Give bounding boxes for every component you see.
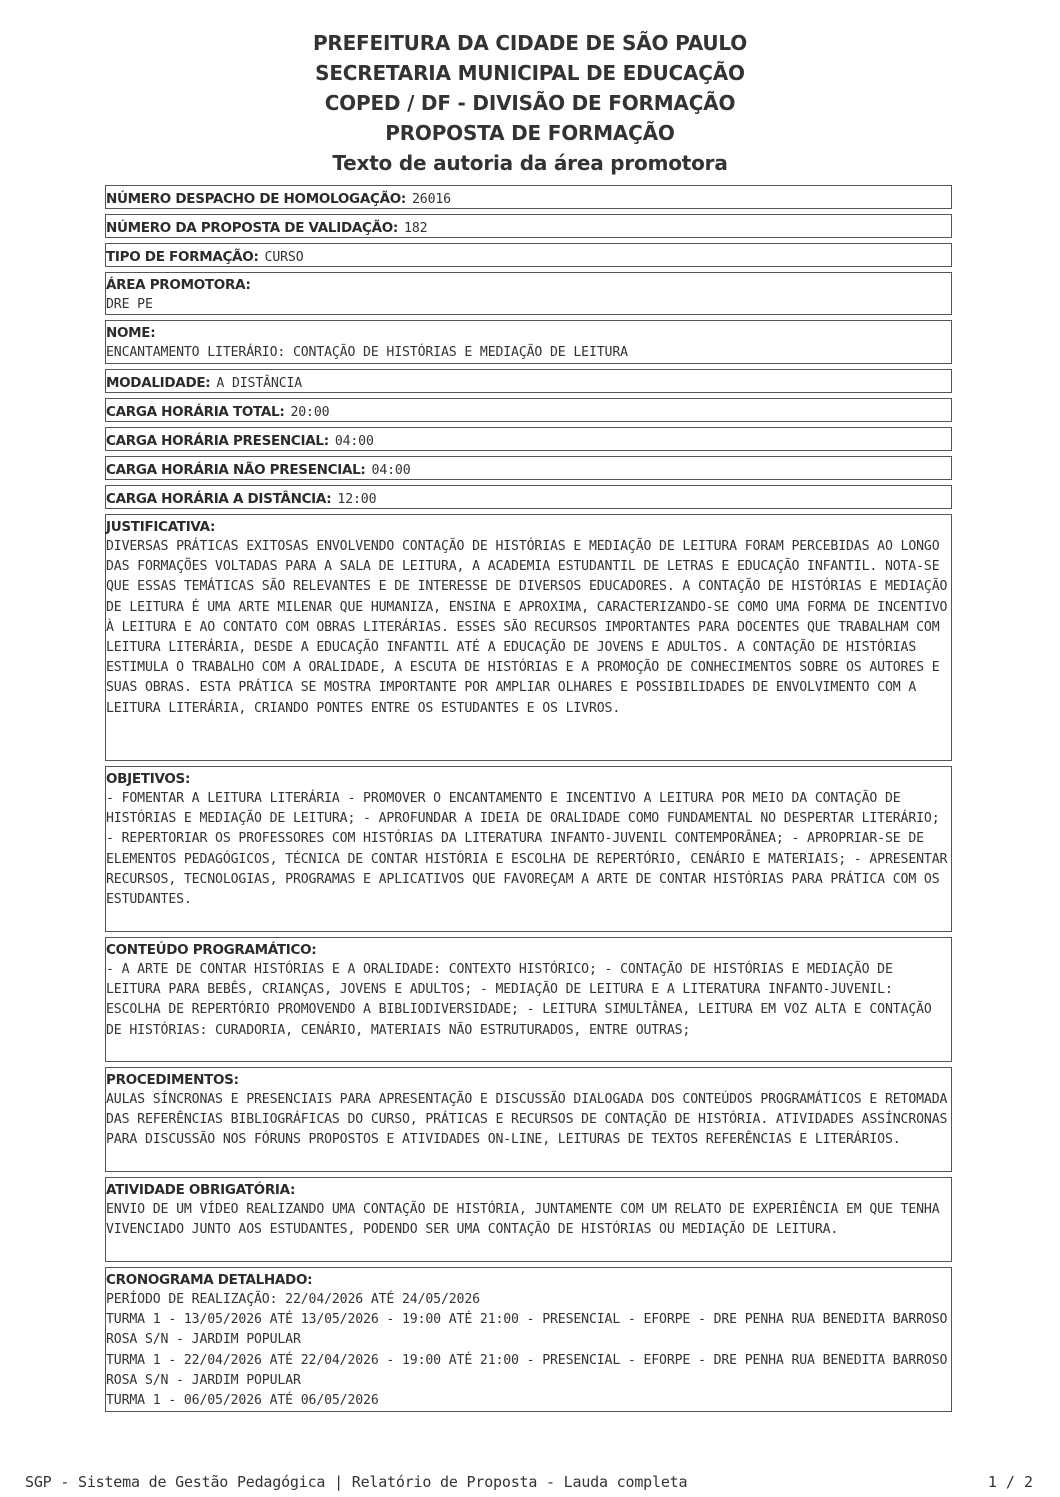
header-proposta-titulo: PROPOSTA DE FORMAÇÃO	[385, 121, 675, 145]
field-value: - A ARTE DE CONTAR HISTÓRIAS E A ORALIDADE: CONTEXTO HISTÓRICO; - CONTAÇÃO DE HISTÓRIAS E MEDIAÇÃO DE LEITURA PARA BEBÊS, CRIANÇAS, JOVENS E ADULTOS; - MEDIAÇÃO DE LEITURA E A LITERATURA INFANTO-JUVENIL: ESCOLHA DE REPERTÓRIO PROMOVENDO A BIBLIODIVERSIDADE; - LEITURA SIMULTÂNEA, LEITURA EM VOZ ALTA E CONTAÇÃO DE HISTÓRIAS: CURADORIA, CENÁRIO, MATERIAIS NÃO ESTRUTURADOS, ENTRE OUTRAS;	[106, 962, 940, 1038]
field-label: NÚMERO DESPACHO DE HOMOLOGAÇÃO:	[106, 191, 406, 207]
field-label: CONTEÚDO PROGRAMÁTICO:	[106, 942, 317, 958]
field-label: MODALIDADE:	[106, 375, 211, 391]
field-value: ENCANTAMENTO LITERÁRIO: CONTAÇÃO DE HISTÓRIAS E MEDIAÇÃO DE LEITURA	[106, 345, 628, 360]
footer-system-name: SGP - Sistema de Gestão Pedagógica | Relatório de Proposta - Lauda completa	[25, 1473, 688, 1491]
header-autoria: Texto de autoria da área promotora	[332, 151, 728, 175]
field-value: 04:00	[371, 463, 411, 478]
field-carga-presencial	[105, 427, 952, 451]
field-label: NÚMERO DA PROPOSTA DE VALIDAÇÃO:	[106, 220, 399, 236]
header-secretaria: SECRETARIA MUNICIPAL DE EDUCAÇÃO	[315, 61, 745, 85]
field-label: JUSTIFICATIVA:	[106, 519, 216, 535]
cronograma-line: TURMA 1 - 22/04/2026 ATÉ 22/04/2026 - 19:00 ATÉ 21:00 - PRESENCIAL - EFORPE - DRE PENHA RUA BENEDITA BARROSO ROSA S/N - JARDIM POPULAR	[106, 1352, 956, 1388]
field-value: A DISTÂNCIA	[216, 376, 303, 391]
cronograma-line: TURMA 1 - 06/05/2026 ATÉ 06/05/2026	[106, 1393, 379, 1409]
document-header	[0, 28, 1060, 178]
cronograma-line: PERÍODO DE REALIZAÇÃO: 22/04/2026 ATÉ 24/05/2026	[106, 1292, 480, 1307]
field-value: DRE PE	[106, 297, 153, 312]
field-conteudo-programatico	[105, 937, 952, 1062]
field-nome	[105, 320, 952, 364]
field-atividade-obrigatoria	[105, 1177, 952, 1262]
field-label: ÁREA PROMOTORA:	[106, 277, 251, 293]
field-value: ENVIO DE UM VÍDEO REALIZANDO UMA CONTAÇÃO DE HISTÓRIA, JUNTAMENTE COM UM RELATO DE EXPERIÊNCIA EM QUE TENHA VIVENCIADO JUNTO AOS ESTUDANTES, PODENDO SER UMA CONTAÇÃO DE HISTÓRIAS OU MEDIAÇÃO DE LEITURA.	[106, 1202, 948, 1238]
field-despacho	[105, 185, 952, 209]
field-label: CARGA HORÁRIA PRESENCIAL:	[106, 433, 329, 449]
field-area-promotora	[105, 272, 952, 315]
field-tipo-formacao	[105, 243, 952, 267]
field-value: CURSO	[264, 250, 304, 265]
form-fields	[105, 185, 956, 1417]
field-label: CRONOGRAMA DETALHADO:	[106, 1272, 313, 1288]
field-label: CARGA HORÁRIA NÃO PRESENCIAL:	[106, 462, 366, 478]
field-carga-total	[105, 398, 952, 422]
field-value: 12:00	[337, 492, 377, 507]
field-value: 182	[404, 221, 428, 236]
header-prefeitura: PREFEITURA DA CIDADE DE SÃO PAULO	[312, 31, 748, 55]
field-label: OBJETIVOS:	[106, 771, 191, 787]
field-label: NOME:	[106, 325, 156, 341]
field-objetivos	[105, 766, 956, 932]
page-number: 1 / 2	[987, 1473, 1033, 1491]
field-value: - FOMENTAR A LEITURA LITERÁRIA - PROMOVER O ENCANTAMENTO E INCENTIVO A LEITURA POR MEIO DA CONTAÇÃO DE HISTÓRIAS E MEDIAÇÃO DE LEITURA; - APROFUNDAR A IDEIA DE ORALIDADE COMO FUNDAMENTAL NO DESPERTAR LITERÁRIO; - REPERTORIAR OS PROFESSORES COM HISTÓRIAS DA LITERATURA INFANTO-JUVENIL CONTEMPORÂNEA; - APROPRIAR-SE DE ELEMENTOS PEDAGÓGICOS, TÉCNICA DE CONTAR HISTÓRIA E ESCOLHA DE REPERTÓRIO, CENÁRIO E MATERIAIS; - APRESENTAR RECURSOS, TECNOLOGIAS, PROGRAMAS E APLICATIVOS QUE FAVOREÇAM A ARTE DE CONTAR HISTÓRIAS PARA PRÁTICA COM OS ESTUDANTES.	[106, 791, 956, 908]
field-carga-nao-presencial	[105, 456, 952, 480]
field-carga-distancia	[105, 485, 952, 509]
field-value: 04:00	[334, 434, 374, 449]
field-cronograma	[105, 1267, 956, 1412]
field-procedimentos	[105, 1067, 956, 1172]
field-value: 20:00	[290, 405, 330, 420]
field-value: DIVERSAS PRÁTICAS EXITOSAS ENVOLVENDO CONTAÇÃO DE HISTÓRIAS E MEDIAÇÃO DE LEITURA FORAM PERCEBIDAS AO LONGO DAS FORMAÇÕES VOLTADAS PARA A SALA DE LEITURA, A ACADEMIA ESTUDANTIL DE LETRAS E EDUCAÇÃO INFANTIL. NOTA-SE QUE ESSAS TEMÁTICAS SÃO RELEVANTES E DE INTERESSE DE DIVERSOS EDUCADORES. A CONTAÇÃO DE HISTÓRIAS E MEDIAÇÃO DE LEITURA É UMA ARTE MILENAR QUE HUMANIZA, ENSINA E APROXIMA, CARACTERIZANDO-SE COMO UMA FORMA DE INCENTIVO À LEITURA E AO CONTATO COM OBRAS LITERÁRIAS. ESSES SÃO RECURSOS IMPORTANTES PARA DOCENTES QUE TRABALHAM COM LEITURA LITERÁRIA, DESDE A EDUCAÇÃO INFANTIL ATÉ A EDUCAÇÃO DE JOVENS E ADULTOS. A CONTAÇÃO DE HISTÓRIAS ESTIMULA O TRABALHO COM A ORALIDADE, A ESCUTA DE HISTÓRIAS E A PROMOÇÃO DE CONHECIMENTOS SOBRE OS AUTORES E SUAS OBRAS. ESTA PRÁTICA SE MOSTRA IMPORTANTE POR AMPLIAR OLHARES E POSSIBILIDADES DE ENVOLVIMENTO COM A LEITURA LITERÁRIA, CRIANDO PONTES ENTRE OS ESTUDANTES E OS LIVROS.	[106, 539, 956, 716]
field-label: ATIVIDADE OBRIGATÓRIA:	[106, 1182, 296, 1198]
header-divisao: COPED / DF - DIVISÃO DE FORMAÇÃO	[324, 91, 736, 115]
field-proposta-validacao	[105, 214, 952, 238]
field-modalidade	[105, 369, 952, 393]
field-label: PROCEDIMENTOS:	[106, 1072, 239, 1088]
field-value: 26016	[412, 192, 451, 207]
page-footer	[25, 1473, 1033, 1495]
field-justificativa	[105, 514, 956, 761]
cronograma-line: TURMA 1 - 13/05/2026 ATÉ 13/05/2026 - 19:00 ATÉ 21:00 - PRESENCIAL - EFORPE - DRE PENHA RUA BENEDITA BARROSO ROSA S/N - JARDIM POPULAR	[106, 1312, 956, 1348]
field-label: CARGA HORÁRIA A DISTÂNCIA:	[106, 491, 332, 507]
field-label: TIPO DE FORMAÇÃO:	[106, 249, 259, 265]
field-label: CARGA HORÁRIA TOTAL:	[106, 404, 285, 420]
field-value: AULAS SÍNCRONAS E PRESENCIAIS PARA APRESENTAÇÃO E DISCUSSÃO DIALOGADA DOS CONTEÚDOS PROGRAMÁTICOS E RETOMADA DAS REFERÊNCIAS BIBLIOGRÁFICAS DO CURSO, PRÁTICAS E RECURSOS DE CONTAÇÃO DE HISTÓRIA. ATIVIDADES ASSÍNCRONAS PARA DISCUSSÃO NOS FÓRUNS PROPOSTOS E ATIVIDADES ON-LINE, LEITURAS DE TEXTOS REFERÊNCIAS E LITERÁRIOS.	[106, 1092, 956, 1148]
